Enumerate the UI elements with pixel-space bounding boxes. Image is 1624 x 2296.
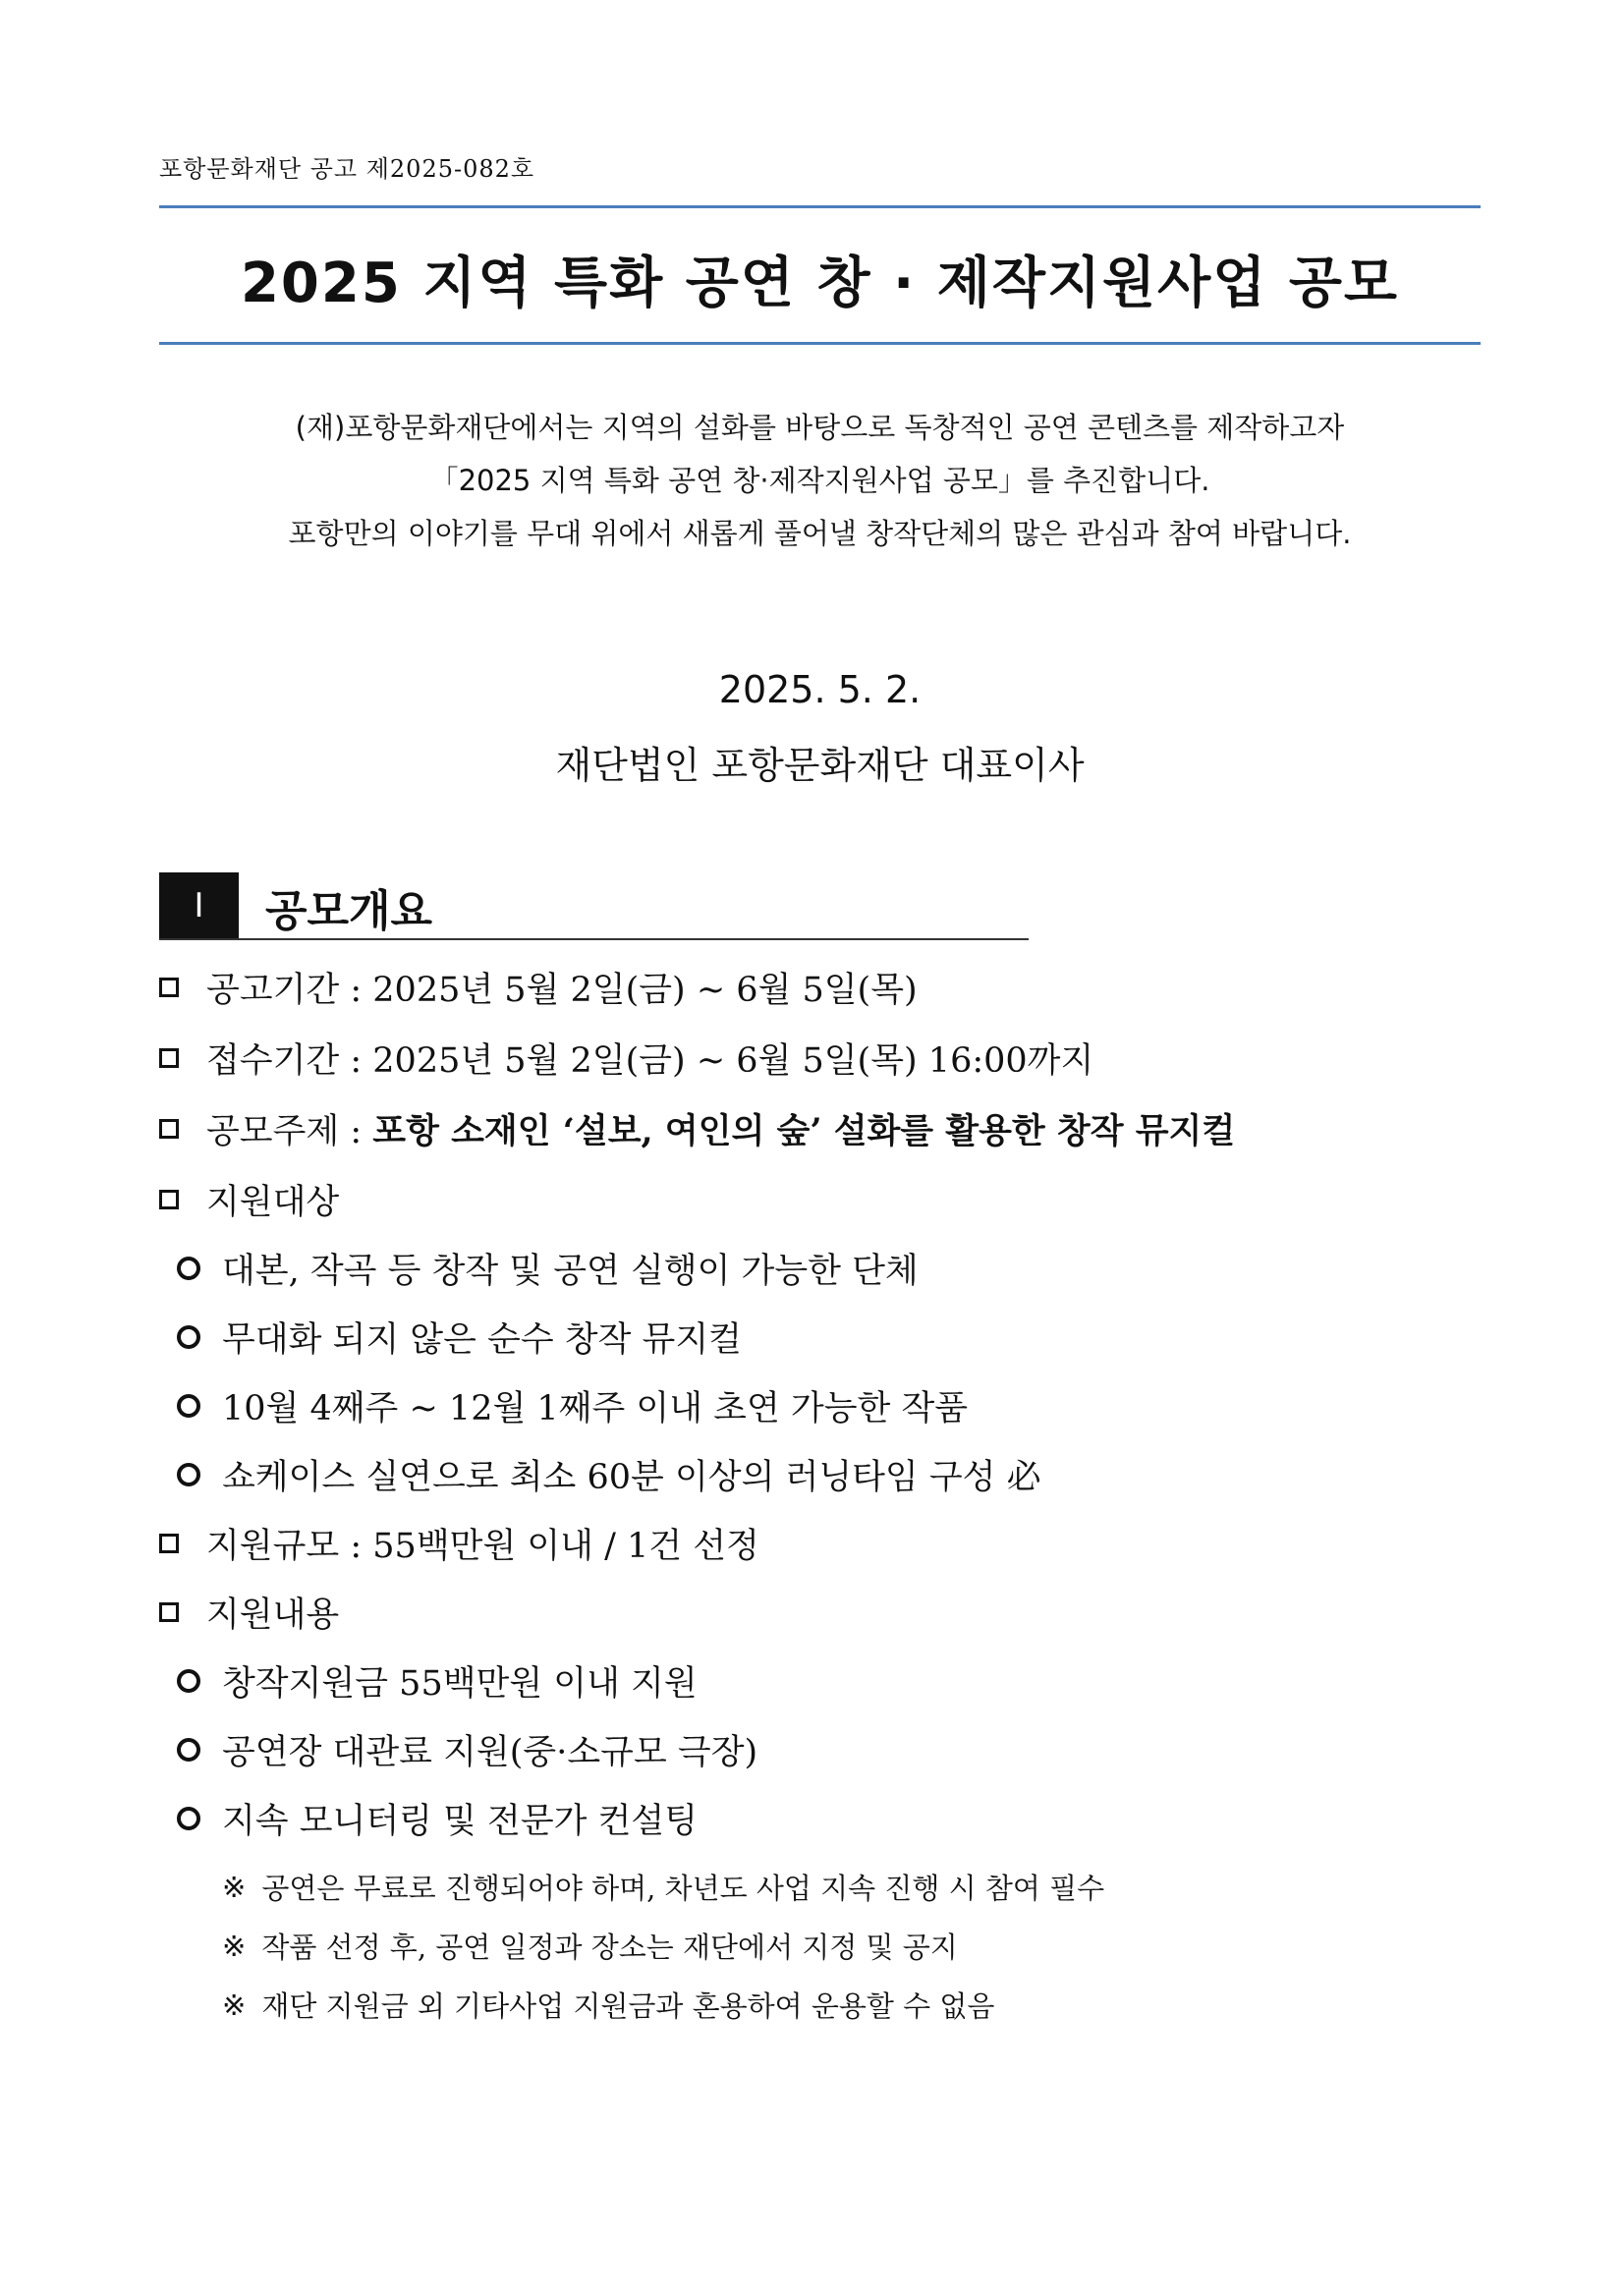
target-item [177,1313,742,1362]
item-theme [159,1104,1235,1153]
reception-period-text: 접수기간 : 2025년 5월 2일(금) ~ 6월 5일(목) 16:00까지 [206,1041,1094,1081]
target-item [177,1450,1041,1499]
content-item [177,1656,698,1706]
target-item-text: 10월 4째주 ~ 12월 1째주 이내 초연 가능한 작품 [222,1389,969,1428]
content-item-text: 창작지원금 55백만원 이내 지원 [222,1664,698,1704]
target-item-text: 대본, 작곡 등 창작 및 공연 실행이 가능한 단체 [222,1252,919,1291]
intro-line-2: 「2025 지역 특화 공연 창·제작지원사업 공모」를 추진합니다. [429,464,1210,497]
title-bottom-rule [159,342,1481,345]
item-target [159,1175,339,1224]
note-item [222,1867,1104,1907]
section-title: 공모개요 [265,886,433,936]
notice-date: 2025. 5. 2. [718,668,922,711]
note-mark-icon: ※ [222,1929,247,1963]
title-top-rule [159,205,1481,208]
content-item [177,1725,757,1774]
square-bullet-icon [159,1190,179,1209]
note-item [222,1985,994,2025]
square-bullet-icon [159,1534,179,1553]
item-reception-period [159,1034,1093,1083]
content-item-text: 지속 모니터링 및 전문가 컨설팅 [222,1802,699,1841]
issuer: 재단법인 포항문화재단 대표이사 [555,744,1085,787]
item-content [159,1588,339,1637]
target-item-text: 무대화 되지 않은 순수 창작 뮤지컬 [222,1320,742,1360]
note-mark-icon: ※ [222,1870,247,1904]
announcement-period-text: 공고기간 : 2025년 5월 2일(금) ~ 6월 5일(목) [206,971,918,1010]
intro-line-3: 포항만의 이야기를 무대 위에서 새롭게 풀어낼 창작단체의 많은 관심과 참여 바랍니다. [288,517,1352,550]
scale-text: 지원규모 : 55백만원 이내 / 1건 선정 [206,1527,759,1566]
square-bullet-icon [159,1602,179,1622]
circle-bullet-icon [177,1257,200,1280]
circle-bullet-icon [177,1463,200,1486]
note-mark-icon: ※ [222,1988,247,2022]
target-label: 지원대상 [206,1183,340,1222]
theme-label: 공모주제 : [206,1112,373,1151]
section-rule [159,938,1029,940]
target-item [177,1381,968,1430]
square-bullet-icon [159,1048,179,1068]
circle-bullet-icon [177,1325,200,1349]
square-bullet-icon [159,978,179,997]
note-text: 공연은 무료로 진행되어야 하며, 차년도 사업 지속 진행 시 참여 필수 [261,1872,1105,1905]
square-bullet-icon [159,1119,179,1139]
circle-bullet-icon [177,1807,200,1830]
circle-bullet-icon [177,1738,200,1762]
note-text: 재단 지원금 외 기타사업 지원금과 혼용하여 운용할 수 없음 [261,1989,995,2023]
target-item [177,1244,919,1293]
intro-line-1: (재)포항문화재단에서는 지역의 설화를 바탕으로 독창적인 공연 콘텐츠를 제작하고자 [295,411,1345,444]
content-label: 지원내용 [206,1596,340,1635]
section-number-box: Ⅰ [159,872,239,939]
page-title: 2025 지역 특화 공연 창 · 제작지원사업 공모 [240,252,1400,315]
item-announcement-period [159,963,918,1012]
item-scale [159,1519,759,1568]
circle-bullet-icon [177,1394,200,1418]
content-item-text: 공연장 대관료 지원(중·소규모 극장) [222,1733,758,1772]
theme-value: 포항 소재인 ‘설보, 여인의 숲’ 설화를 활용한 창작 뮤지컬 [372,1111,1236,1151]
circle-bullet-icon [177,1669,200,1693]
note-item [222,1926,958,1966]
note-text: 작품 선정 후, 공연 일정과 장소는 재단에서 지정 및 공지 [261,1931,958,1964]
content-item [177,1794,698,1843]
notice-number: 포항문화재단 공고 제2025-082호 [159,155,535,183]
target-item-text: 쇼케이스 실연으로 최소 60분 이상의 러닝타임 구성 必 [222,1458,1041,1497]
